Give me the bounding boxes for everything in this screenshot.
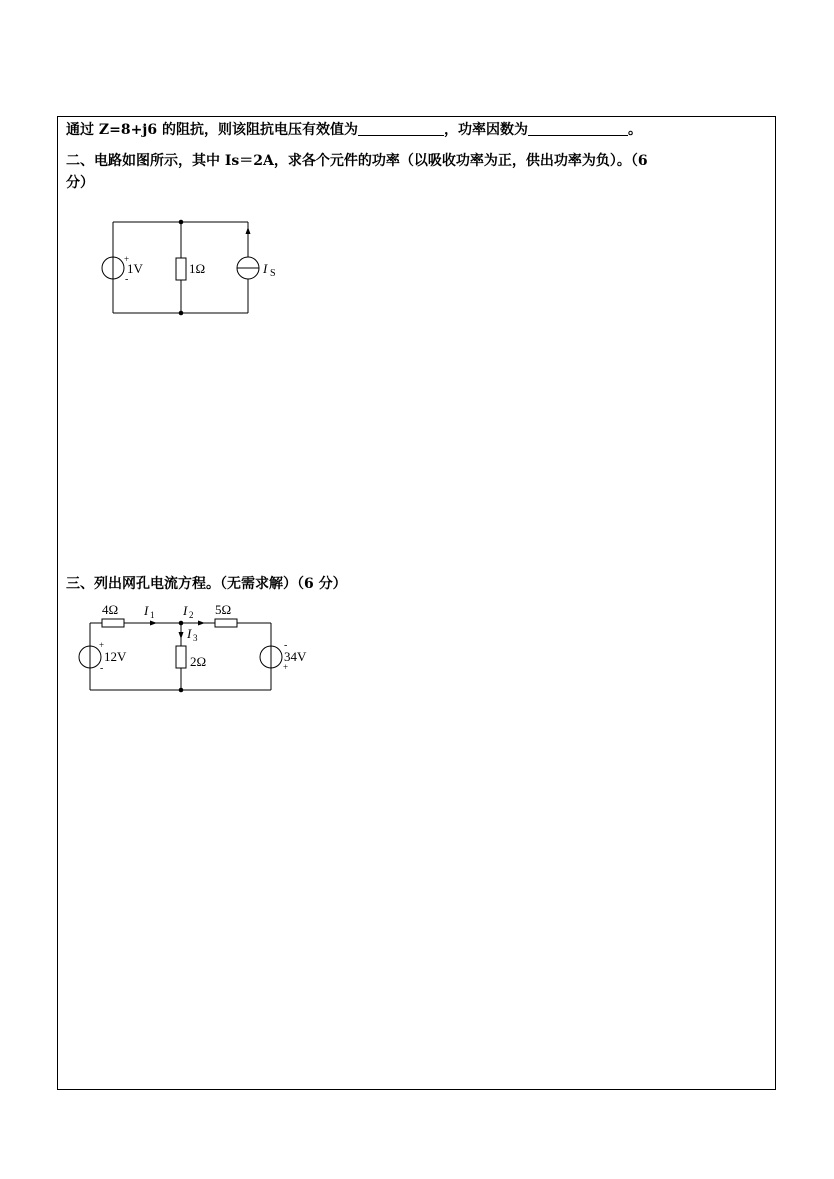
- q3-v1-plus: +: [99, 640, 105, 650]
- q2-circuit-diagram: [90, 210, 300, 325]
- arrow-down-icon: [179, 632, 184, 639]
- q2-title-line1: 二、电路如图所示，其中 Is＝2A，求各个元件的功率（以吸收功率为正，供出功率为负）。（6: [66, 153, 648, 169]
- q2-minus: -: [125, 274, 129, 285]
- voltage-source-1v: [102, 257, 124, 279]
- node-bottom: [179, 311, 184, 316]
- q3-title: 三、列出网孔电流方程。（无需求解）（6 分）: [66, 576, 347, 592]
- q1-blank-power-factor[interactable]: [528, 121, 628, 136]
- node-bottom: [179, 688, 184, 693]
- q3-v1-minus: -: [100, 663, 104, 674]
- voltage-source-12v: [79, 646, 101, 668]
- node-top: [179, 621, 184, 626]
- q2-voltage-label: 1V: [127, 261, 143, 276]
- q3-i3-label: I: [187, 626, 192, 641]
- resistor-2ohm: [176, 646, 186, 668]
- q1-text-3: 。: [627, 122, 642, 138]
- q1-line: [66, 121, 642, 139]
- q1-blank-voltage[interactable]: [358, 121, 444, 136]
- q3-r2-label: 5Ω: [215, 602, 232, 617]
- q3-v1-label: 12V: [104, 649, 127, 664]
- arrow-up-icon: [246, 227, 251, 234]
- resistor-4ohm: [102, 619, 124, 627]
- q2-plus: +: [124, 254, 130, 264]
- q3-i3-sub: 3: [193, 633, 198, 643]
- q3-i1-label: I: [144, 603, 149, 618]
- node-top: [179, 220, 184, 225]
- arrow-right-icon: [150, 621, 157, 626]
- q2-resistor-label: 1Ω: [189, 261, 206, 276]
- current-source-is: [237, 257, 259, 279]
- q2-title-line2: 分）: [66, 175, 94, 191]
- q3-circuit-diagram: [78, 598, 328, 700]
- q3-i1-sub: 1: [150, 610, 155, 620]
- q3-r1-label: 4Ω: [102, 602, 119, 617]
- voltage-source-34v: [260, 646, 282, 668]
- q3-v2-plus: +: [283, 662, 289, 672]
- q1-text-2: ，功率因数为: [443, 122, 528, 138]
- q2-is-label: I: [263, 261, 268, 276]
- arrow-right-icon: [198, 621, 205, 626]
- q3-i2-sub: 2: [189, 610, 194, 620]
- q3-i2-label: I: [183, 603, 188, 618]
- q3-v2-label: 34V: [284, 649, 307, 664]
- resistor-1ohm: [176, 258, 186, 280]
- q2-is-sub: S: [270, 268, 276, 279]
- q3-v2-minus: -: [284, 640, 288, 651]
- q1-text-1: 通过 Z=8+j6 的阻抗，则该阻抗电压有效值为: [66, 122, 358, 138]
- q3-r3-label: 2Ω: [190, 654, 207, 669]
- resistor-5ohm: [215, 619, 237, 627]
